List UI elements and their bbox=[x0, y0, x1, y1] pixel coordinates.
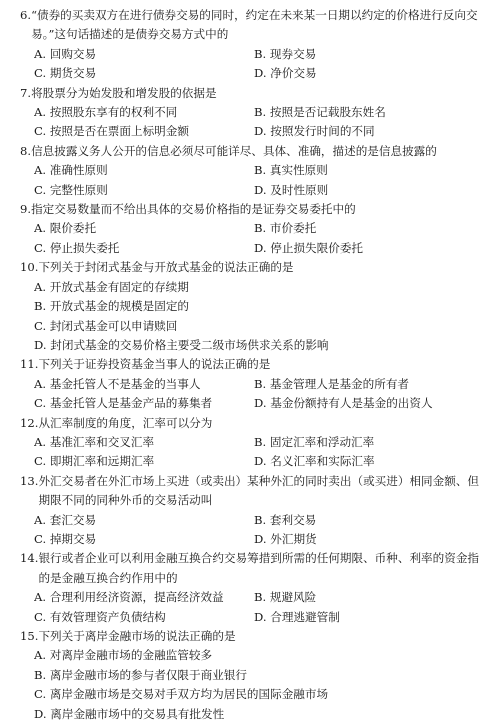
option-a[interactable]: A. 按照股东享有的权利不同 bbox=[34, 105, 178, 120]
option-c[interactable]: C. 期货交易 bbox=[34, 66, 97, 81]
option-a[interactable]: A. 限价委托 bbox=[34, 221, 97, 236]
question-number: 9. bbox=[20, 202, 32, 217]
question-number: 12. bbox=[20, 415, 39, 430]
option-b[interactable]: B. 现券交易 bbox=[254, 46, 317, 61]
option-b[interactable]: B. 按照是否记载股东姓名 bbox=[254, 105, 386, 120]
question-6 bbox=[20, 6, 484, 84]
question-14 bbox=[20, 549, 484, 627]
question-8 bbox=[20, 142, 484, 200]
question-13 bbox=[20, 472, 484, 550]
question-number: 15. bbox=[20, 629, 39, 643]
options bbox=[20, 103, 484, 142]
option-c[interactable]: C. 离岸金融市场是交易对手双方均为居民的国际金融市场 bbox=[34, 687, 329, 702]
option-a[interactable]: A. 合理利用经济资源，提高经济效益 bbox=[34, 590, 224, 605]
option-b[interactable]: B. 市价委托 bbox=[254, 221, 317, 236]
question-9 bbox=[20, 200, 484, 258]
option-d[interactable]: D. 名义汇率和实际汇率 bbox=[254, 454, 375, 469]
options bbox=[20, 278, 484, 356]
option-a[interactable]: A. 套汇交易 bbox=[34, 512, 97, 527]
question-7 bbox=[20, 84, 484, 142]
options bbox=[20, 219, 484, 258]
option-d[interactable]: D. 离岸金融市场中的交易具有批发性 bbox=[34, 706, 225, 721]
question-number: 7. bbox=[20, 85, 32, 100]
option-c[interactable]: C. 有效管理资产负债结构 bbox=[34, 609, 166, 624]
option-c[interactable]: C. 基金托管人是基金产品的募集者 bbox=[34, 396, 213, 411]
option-b[interactable]: B. 离岸金融市场的参与者仅限于商业银行 bbox=[34, 667, 247, 682]
question-number: 8. bbox=[20, 143, 32, 158]
option-a[interactable]: A. 回购交易 bbox=[34, 46, 97, 61]
option-d[interactable]: D. 按照发行时间的不同 bbox=[254, 124, 375, 139]
question-15 bbox=[20, 627, 484, 724]
option-d[interactable]: D. 基金份额持有人是基金的出资人 bbox=[254, 396, 433, 411]
options bbox=[20, 511, 484, 550]
option-d[interactable]: D. 净价交易 bbox=[254, 66, 317, 81]
option-b[interactable]: B. 基金管理人是基金的所有者 bbox=[254, 376, 410, 391]
options bbox=[20, 588, 484, 627]
option-c[interactable]: C. 停止损失委托 bbox=[34, 240, 120, 255]
option-c[interactable]: C. 封闭式基金可以申请赎回 bbox=[34, 318, 178, 333]
option-a[interactable]: A. 对离岸金融市场的金融监管较多 bbox=[34, 648, 213, 663]
option-c[interactable]: C. 完整性原则 bbox=[34, 182, 108, 197]
option-b[interactable]: B. 套利交易 bbox=[254, 512, 317, 527]
option-a[interactable]: A. 准确性原则 bbox=[34, 163, 108, 178]
question-12 bbox=[20, 414, 484, 472]
question-stem: 从汇率制度的角度，汇率可以分为 bbox=[38, 415, 213, 430]
question-stem: 将股票分为始发股和增发股的依据是 bbox=[31, 85, 217, 100]
option-d[interactable]: D. 封闭式基金的交易价格主要受二级市场供求关系的影响 bbox=[34, 337, 329, 352]
option-d[interactable]: D. 合理逃避管制 bbox=[254, 609, 340, 624]
option-b[interactable]: B. 固定汇率和浮动汇率 bbox=[254, 434, 375, 449]
option-a[interactable]: A. 基准汇率和交叉汇率 bbox=[34, 434, 155, 449]
option-c[interactable]: C. 即期汇率和远期汇率 bbox=[34, 454, 155, 469]
question-stem: 银行或者企业可以利用金融互换合约交易筹措到所需的任何期限、币种、利率的资金指的是金融互换合约作用中的 bbox=[38, 551, 480, 585]
option-d[interactable]: D. 停止损失限价委托 bbox=[254, 240, 364, 255]
question-stem: 信息披露义务人公开的信息必须尽可能详尽、具体、准确，描述的是信息披露的 bbox=[31, 143, 437, 158]
question-stem: “债券的买卖双方在进行债券交易的同时，约定在未来某一日期以约定的价格进行反向交易。”这句话描述的是债券交易方式中的 bbox=[31, 8, 478, 42]
question-number: 10. bbox=[20, 260, 39, 275]
question-number: 11. bbox=[20, 357, 39, 372]
option-d[interactable]: D. 外汇期货 bbox=[254, 531, 317, 546]
options bbox=[20, 375, 484, 414]
option-b[interactable]: B. 真实性原则 bbox=[254, 163, 328, 178]
options bbox=[20, 161, 484, 200]
question-stem: 指定交易数量而不给出具体的交易价格指的是证券交易委托中的 bbox=[31, 202, 356, 217]
options bbox=[20, 646, 484, 724]
question-stem: 下列关于离岸金融市场的说法正确的是 bbox=[38, 629, 236, 643]
question-number: 13. bbox=[20, 473, 39, 488]
option-b[interactable]: B. 开放式基金的规模是固定的 bbox=[34, 299, 190, 314]
option-b[interactable]: B. 规避风险 bbox=[254, 590, 317, 605]
question-number: 6. bbox=[20, 8, 32, 22]
question-stem: 下列关于封闭式基金与开放式基金的说法正确的是 bbox=[38, 260, 294, 275]
question-stem: 外汇交易者在外汇市场上买进（或卖出）某种外汇的同时卖出（或买进）相同金额、但期限不同的同种外币的交易活动叫 bbox=[38, 473, 480, 508]
question-10 bbox=[20, 258, 484, 355]
question-stem: 下列关于证券投资基金当事人的说法正确的是 bbox=[38, 357, 271, 372]
question-11 bbox=[20, 355, 484, 413]
question-number: 14. bbox=[20, 551, 39, 566]
option-c[interactable]: C. 按照是否在票面上标明金额 bbox=[34, 124, 189, 139]
option-d[interactable]: D. 及时性原则 bbox=[254, 182, 329, 197]
option-a[interactable]: A. 基金托管人不是基金的当事人 bbox=[34, 376, 201, 391]
option-a[interactable]: A. 开放式基金有固定的存续期 bbox=[34, 279, 189, 294]
options bbox=[20, 433, 484, 472]
options bbox=[20, 45, 484, 84]
option-c[interactable]: C. 掉期交易 bbox=[34, 531, 97, 546]
